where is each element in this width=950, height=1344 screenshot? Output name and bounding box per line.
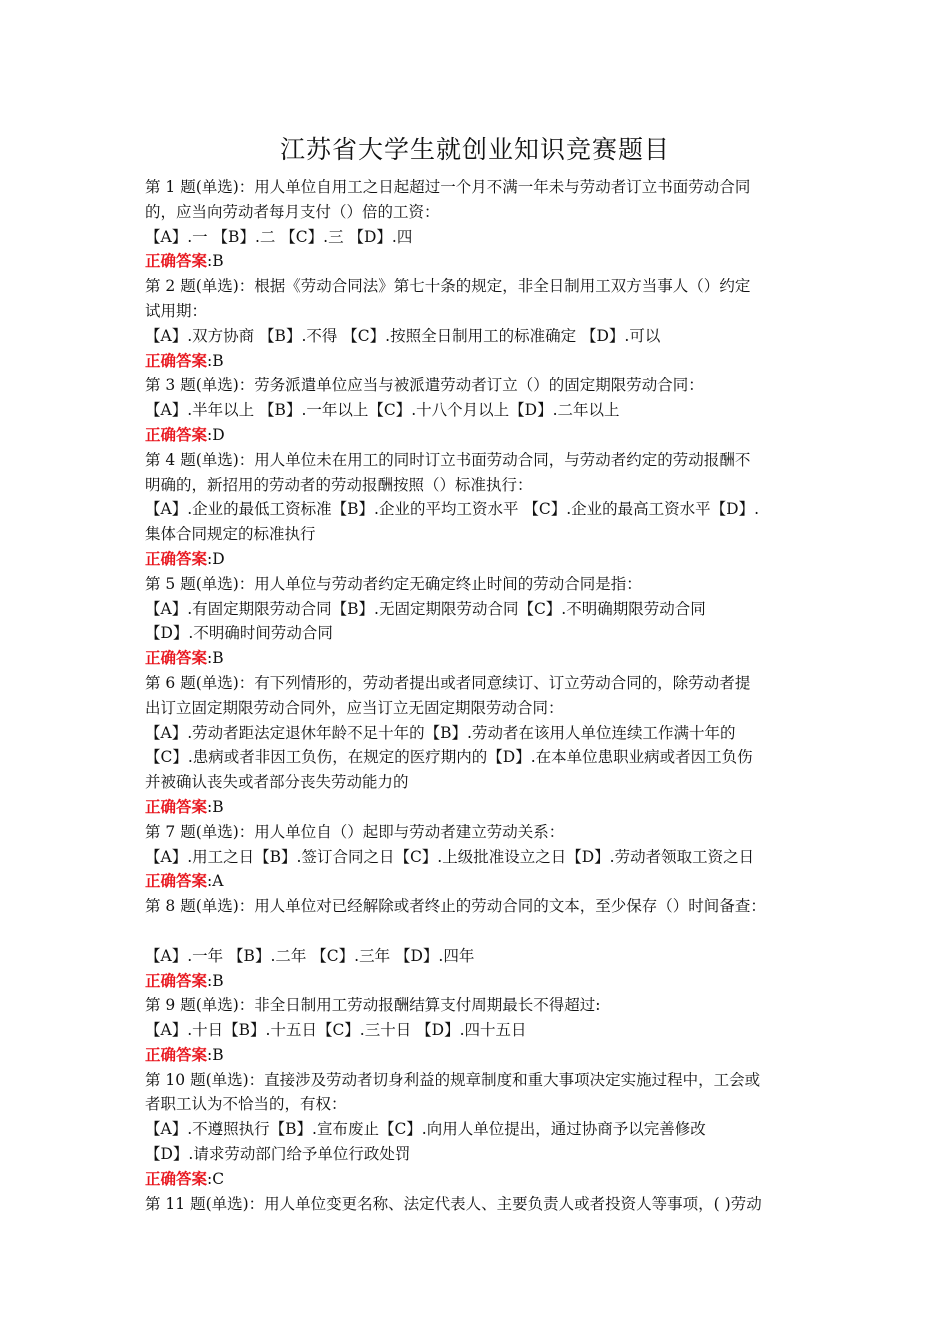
question-block xyxy=(145,572,815,671)
question-line: 【D】.请求劳动部门给予单位行政处罚 xyxy=(145,1145,411,1164)
answer-line xyxy=(145,547,815,572)
question-text: 第 8 题(单选)：用人单位对已经解除或者终止的劳动合同的文本，至少保存（）时间备查： xyxy=(145,897,766,916)
answer-label: 正确答案 xyxy=(145,350,208,370)
answer-value: :B xyxy=(207,351,224,370)
question-line: 并被确认丧失或者部分丧失劳动能力的 xyxy=(145,773,409,792)
answer-label: 正确答案 xyxy=(145,424,208,444)
question-block xyxy=(145,448,815,572)
answer-value: :D xyxy=(207,549,225,568)
answer-label: 正确答案 xyxy=(145,548,208,568)
question-block xyxy=(145,1192,815,1217)
question-text: 第 11 题(单选)：用人单位变更名称、法定代表人、主要负责人或者投资人等事项，( )劳动 xyxy=(145,1194,762,1213)
answer-line xyxy=(145,1043,815,1068)
question-block xyxy=(145,993,815,1067)
answer-label: 正确答案 xyxy=(145,648,208,668)
answer-value: :B xyxy=(207,649,224,668)
question-line: 【A】.双方协商 【B】.不得 【C】.按照全日制用工的标准确定 【D】.可以 xyxy=(145,326,661,345)
question-line: 【A】.劳动者距法定退休年龄不足十年的【B】.劳动者在该用人单位连续工作满十年的 xyxy=(145,723,736,742)
answer-label: 正确答案 xyxy=(145,251,208,271)
answer-line xyxy=(145,249,815,274)
answer-line xyxy=(145,795,815,820)
question-line: 试用期： xyxy=(145,301,208,320)
question-line: 集体合同规定的标准执行 xyxy=(145,525,316,544)
answer-label: 正确答案 xyxy=(145,1168,208,1188)
answer-line xyxy=(145,349,815,374)
answer-value: :B xyxy=(207,797,224,816)
question-line: 【A】.有固定期限劳动合同【B】.无固定期限劳动合同【C】.不明确期限劳动合同 xyxy=(145,599,706,618)
question-block xyxy=(145,373,815,447)
answer-line xyxy=(145,869,815,894)
answer-label: 正确答案 xyxy=(145,871,208,891)
question-line: 【A】.十日【B】.十五日【C】.三十日 【D】.四十五日 xyxy=(145,1021,527,1040)
question-line: 的，应当向劳动者每月支付（）倍的工资： xyxy=(145,202,440,221)
answer-line xyxy=(145,423,815,448)
question-text: 第 3 题(单选)：劳务派遣单位应当与被派遣劳动者订立（）的固定期限劳动合同： xyxy=(145,376,704,395)
question-line: 【A】.半年以上 【B】.一年以上【C】.十八个月以上【D】.二年以上 xyxy=(145,401,620,420)
question-text: 第 4 题(单选)：用人单位未在用工的同时订立书面劳动合同，与劳动者约定的劳动报酬不 xyxy=(145,450,751,469)
answer-value: :D xyxy=(207,425,225,444)
question-line: 【A】.用工之日【B】.签订合同之日【C】.上级批准设立之日【D】.劳动者领取工资之日 xyxy=(145,847,755,866)
answer-line xyxy=(145,1167,815,1192)
question-text: 第 6 题(单选)：有下列情形的，劳动者提出或者同意续订、订立劳动合同的，除劳动者提 xyxy=(145,673,751,692)
question-line: 【A】.不遵照执行【B】.宣布废止【C】.向用人单位提出，通过协商予以完善修改 xyxy=(145,1120,706,1139)
question-text: 第 9 题(单选)：非全日制用工劳动报酬结算支付周期最长不得超过: xyxy=(145,996,601,1015)
blank-line xyxy=(145,919,815,944)
question-line: 出订立固定期限劳动合同外，应当订立无固定期限劳动合同： xyxy=(145,698,564,717)
question-block xyxy=(145,820,815,894)
answer-value: :C xyxy=(207,1169,225,1188)
answer-label: 正确答案 xyxy=(145,796,208,816)
question-line: 【D】.不明确时间劳动合同 xyxy=(145,624,333,643)
answer-line xyxy=(145,646,815,671)
question-block xyxy=(145,175,815,274)
question-line: 【C】.患病或者非因工负伤，在规定的医疗期内的【D】.在本单位患职业病或者因工负伤 xyxy=(145,748,753,767)
question-text: 第 5 题(单选)：用人单位与劳动者约定无确定终止时间的劳动合同是指： xyxy=(145,574,642,593)
question-line: 【A】.一 【B】.二 【C】.三 【D】.四 xyxy=(145,227,413,246)
question-text: 第 10 题(单选)：直接涉及劳动者切身利益的规章制度和重大事项决定实施过程中，工会或 xyxy=(145,1070,761,1089)
answer-label: 正确答案 xyxy=(145,970,208,990)
question-text: 第 7 题(单选)：用人单位自（）起即与劳动者建立劳动关系： xyxy=(145,822,565,841)
answer-value: :A xyxy=(207,872,224,891)
answer-label: 正确答案 xyxy=(145,1044,208,1064)
question-block xyxy=(145,274,815,373)
answer-line xyxy=(145,969,815,994)
question-block xyxy=(145,894,815,993)
document-title: 江苏省大学生就创业知识竞赛题目 xyxy=(279,135,670,164)
question-text: 第 1 题(单选)：用人单位自用工之日起超过一个月不满一年未与劳动者订立书面劳动合同 xyxy=(145,178,751,196)
question-line: 【A】.企业的最低工资标准【B】.企业的平均工资水平 【C】.企业的最高工资水平【D】. xyxy=(145,500,760,519)
answer-value: :B xyxy=(207,971,224,990)
answer-value: :B xyxy=(207,1045,224,1064)
question-line: 【A】.一年 【B】.二年 【C】.三年 【D】.四年 xyxy=(145,946,475,965)
question-line: 明确的，新招用的劳动者的劳动报酬按照（）标准执行： xyxy=(145,475,533,494)
question-list xyxy=(145,175,815,1216)
question-block xyxy=(145,1068,815,1192)
question-text: 第 2 题(单选)：根据《劳动合同法》第七十条的规定，非全日制用工双方当事人（）约定 xyxy=(145,277,751,296)
question-line: 者职工认为不恰当的，有权： xyxy=(145,1095,347,1114)
answer-value: :B xyxy=(207,252,224,271)
question-block xyxy=(145,671,815,820)
